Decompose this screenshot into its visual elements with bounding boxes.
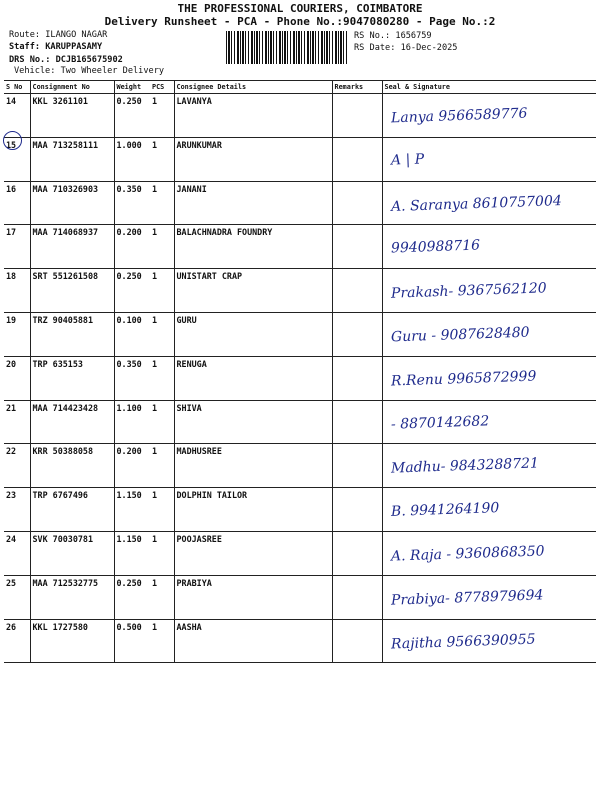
row-remarks [332, 488, 382, 532]
row-signature [382, 181, 596, 225]
staff-label: Staff: KARUPPASAMY [9, 42, 103, 52]
row-remarks [332, 181, 382, 225]
row-consignment-no: MAA 710326903 [30, 181, 114, 225]
row-weight: 0.200 [114, 225, 150, 269]
row-weight: 0.200 [114, 444, 150, 488]
row-signature [382, 488, 596, 532]
table-row [4, 575, 596, 619]
row-consignee: JANANI [174, 181, 332, 225]
col-header-sno: S No [4, 81, 30, 94]
row-consignment-no: KKL 1727580 [30, 619, 114, 663]
table-row [4, 269, 596, 313]
row-weight: 0.250 [114, 575, 150, 619]
row-sno: 25 [4, 575, 30, 619]
row-pcs: 1 [150, 619, 174, 663]
row-pcs: 1 [150, 137, 174, 181]
row-remarks [332, 356, 382, 400]
handwritten-signature: Guru - 9087628480 [390, 324, 530, 346]
col-header-weight: Weight [114, 81, 150, 94]
row-weight: 0.350 [114, 356, 150, 400]
row-sno: 24 [4, 531, 30, 575]
row-consignment-no: TRP 6767496 [30, 488, 114, 532]
row-pcs: 1 [150, 400, 174, 444]
barcode-image [226, 31, 348, 64]
row-consignee: ARUNKUMAR [174, 137, 332, 181]
handwritten-signature: 9940988716 [390, 237, 480, 257]
col-header-seal: Seal & Signature [382, 81, 596, 94]
row-pcs: 1 [150, 181, 174, 225]
row-remarks [332, 531, 382, 575]
row-consignee: POOJASREE [174, 531, 332, 575]
col-header-consignment: Consignment No [30, 81, 114, 94]
row-consignment-no: SRT 551261508 [30, 269, 114, 313]
row-consignment-no: TRZ 90405881 [30, 312, 114, 356]
row-consignment-no: MAA 712532775 [30, 575, 114, 619]
row-consignee: UNISTART CRAP [174, 269, 332, 313]
row-sno: 15 [4, 137, 30, 181]
row-consignee: LAVANYA [174, 94, 332, 138]
row-signature [382, 137, 596, 181]
handwritten-signature: - 8870142682 [390, 412, 490, 433]
sno-circle-mark [3, 131, 22, 150]
row-weight: 1.150 [114, 488, 150, 532]
row-consignee: SHIVA [174, 400, 332, 444]
row-remarks [332, 137, 382, 181]
table-row [4, 137, 596, 181]
row-sno: 17 [4, 225, 30, 269]
row-signature [382, 356, 596, 400]
row-consignee: MADHUSREE [174, 444, 332, 488]
row-signature [382, 444, 596, 488]
table-row [4, 94, 596, 138]
row-consignee: PRABIYA [174, 575, 332, 619]
table-row [4, 619, 596, 663]
handwritten-signature: A | P [390, 151, 424, 169]
handwritten-signature: A. Raja - 9360868350 [390, 543, 545, 565]
table-row [4, 181, 596, 225]
row-consignee: AASHA [174, 619, 332, 663]
row-remarks [332, 444, 382, 488]
table-header-row [4, 81, 596, 94]
row-signature [382, 531, 596, 575]
row-pcs: 1 [150, 488, 174, 532]
row-weight: 1.000 [114, 137, 150, 181]
handwritten-signature: Prakash- 9367562120 [390, 280, 547, 302]
row-signature [382, 400, 596, 444]
table-row [4, 488, 596, 532]
row-pcs: 1 [150, 225, 174, 269]
row-consignment-no: MAA 714068937 [30, 225, 114, 269]
row-signature [382, 269, 596, 313]
table-row [4, 225, 596, 269]
handwritten-signature: Madhu- 9843288721 [390, 455, 539, 477]
row-signature [382, 619, 596, 663]
row-signature [382, 312, 596, 356]
row-remarks [332, 575, 382, 619]
col-header-remarks: Remarks [332, 81, 382, 94]
table-row [4, 356, 596, 400]
table-body [4, 94, 596, 663]
runsheet-subtitle: Delivery Runsheet - PCA - Phone No.:9047080280 - Page No.:2 [104, 15, 496, 28]
rs-number: RS No.: 1656759 [354, 31, 432, 41]
row-weight: 0.100 [114, 312, 150, 356]
row-signature [382, 225, 596, 269]
row-signature [382, 94, 596, 138]
row-sno: 16 [4, 181, 30, 225]
row-weight: 1.100 [114, 400, 150, 444]
row-consignee: DOLPHIN TAILOR [174, 488, 332, 532]
row-sno: 20 [4, 356, 30, 400]
row-remarks [332, 269, 382, 313]
col-header-pcs: PCS [150, 81, 174, 94]
row-pcs: 1 [150, 531, 174, 575]
row-remarks [332, 619, 382, 663]
row-weight: 1.150 [114, 531, 150, 575]
handwritten-signature: Rajitha 9566390955 [390, 631, 536, 653]
row-sno: 19 [4, 312, 30, 356]
row-consignment-no: TRP 635153 [30, 356, 114, 400]
row-remarks [332, 400, 382, 444]
row-weight: 0.250 [114, 94, 150, 138]
row-pcs: 1 [150, 269, 174, 313]
vehicle-label: Vehicle: Two Wheeler Delivery [14, 66, 165, 76]
row-signature [382, 575, 596, 619]
col-header-consignee: Consignee Details [174, 81, 332, 94]
row-remarks [332, 225, 382, 269]
row-consignment-no: MAA 714423428 [30, 400, 114, 444]
handwritten-signature: B. 9941264190 [390, 500, 500, 521]
handwritten-signature: Prabiya- 8778979694 [390, 587, 544, 609]
table-row [4, 312, 596, 356]
row-consignment-no: KKL 3261101 [30, 94, 114, 138]
runsheet-table [4, 80, 596, 663]
row-weight: 0.250 [114, 269, 150, 313]
row-sno: 23 [4, 488, 30, 532]
table-row [4, 444, 596, 488]
handwritten-signature: Lanya 9566589776 [390, 105, 528, 127]
row-pcs: 1 [150, 312, 174, 356]
row-sno: 14 [4, 94, 30, 138]
row-weight: 0.350 [114, 181, 150, 225]
row-pcs: 1 [150, 575, 174, 619]
row-sno: 26 [4, 619, 30, 663]
handwritten-signature: R.Renu 9965872999 [390, 368, 537, 390]
row-pcs: 1 [150, 356, 174, 400]
row-pcs: 1 [150, 94, 174, 138]
row-weight: 0.500 [114, 619, 150, 663]
route-label: Route: ILANGO NAGAR [9, 30, 108, 40]
row-remarks [332, 94, 382, 138]
row-consignment-no: KRR 50388058 [30, 444, 114, 488]
rs-date: RS Date: 16-Dec-2025 [354, 43, 458, 53]
table-row [4, 531, 596, 575]
row-sno: 18 [4, 269, 30, 313]
drs-label: DRS No.: DCJB165675902 [9, 55, 123, 65]
company-title: THE PROFESSIONAL COURIERS, COIMBATORE [177, 2, 423, 15]
row-pcs: 1 [150, 444, 174, 488]
row-sno: 21 [4, 400, 30, 444]
row-sno: 22 [4, 444, 30, 488]
row-consignee: RENUGA [174, 356, 332, 400]
row-consignment-no: MAA 713258111 [30, 137, 114, 181]
row-consignee: BALACHNADRA FOUNDRY [174, 225, 332, 269]
row-consignee: GURU [174, 312, 332, 356]
handwritten-signature: A. Saranya 8610757004 [390, 192, 562, 215]
row-remarks [332, 312, 382, 356]
table-row [4, 400, 596, 444]
row-consignment-no: SVK 70030781 [30, 531, 114, 575]
